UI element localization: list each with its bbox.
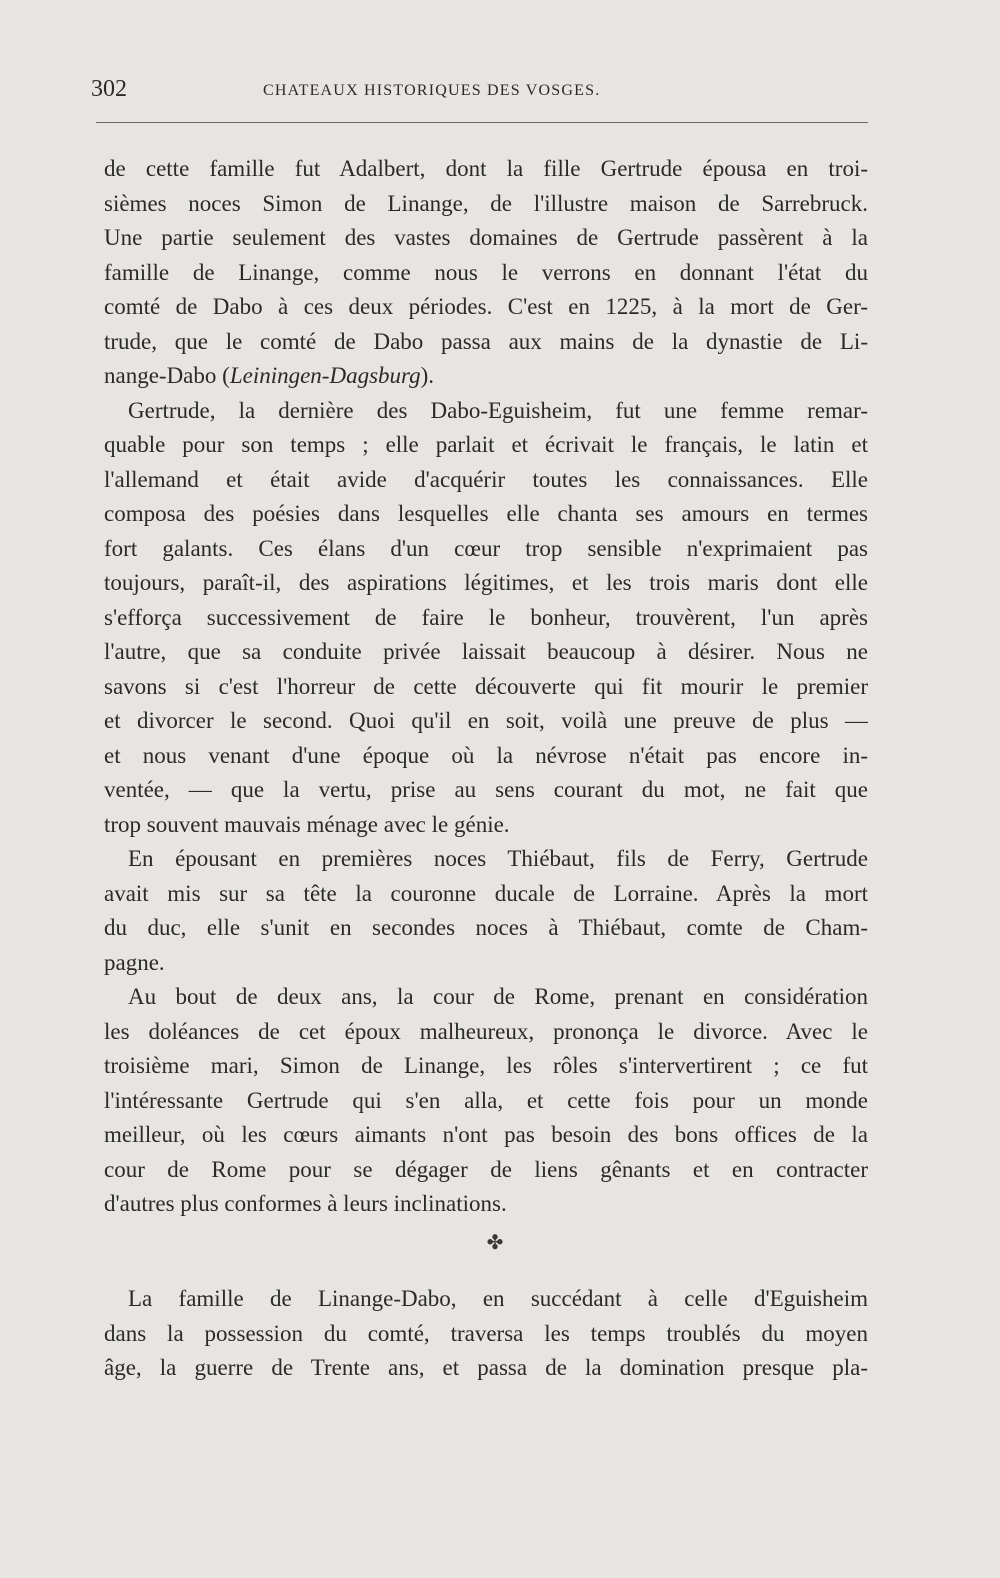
text-line: La famille de Linange-Dabo, en succédant à celle d'Eguisheim bbox=[128, 1286, 868, 1311]
text-line: Au bout de deux ans, la cour de Rome, prenant en considération bbox=[128, 984, 868, 1009]
text-line: dans la possession du comté, traversa les temps troublés du moyen bbox=[104, 1320, 868, 1346]
text-line: En épousant en premières noces Thiébaut, fils de Ferry, Gertrude bbox=[128, 846, 868, 871]
text-line: les doléances de cet époux malheureux, prononça le divorce. Avec le bbox=[104, 1018, 868, 1044]
text-line: trop souvent mauvais ménage avec le génie. bbox=[104, 811, 510, 837]
text-line: toujours, paraît-il, des aspirations légitimes, et les trois maris dont elle bbox=[104, 570, 868, 595]
page-number: 302 bbox=[91, 76, 127, 102]
running-title: CHATEAUX HISTORIQUES DES VOSGES. bbox=[263, 82, 601, 99]
text-line: s'efforça successivement de faire le bonheur, trouvèrent, l'un après bbox=[104, 604, 868, 630]
text-line: fort galants. Ces élans d'un cœur trop sensible n'exprimaient pas bbox=[104, 535, 868, 561]
text-line: d'autres plus conformes à leurs inclinations. bbox=[104, 1191, 507, 1216]
header-rule bbox=[96, 122, 868, 123]
text-line: famille de Linange, comme nous le verrons en donnant l'état du bbox=[104, 259, 868, 285]
text-line: sièmes noces Simon de Linange, de l'illustre maison de Sarrebruck. bbox=[104, 190, 868, 216]
text-line: Gertrude, la dernière des Dabo-Eguisheim, fut une femme remar- bbox=[128, 397, 868, 423]
text-line: quable pour son temps ; elle parlait et écrivait le français, le latin et bbox=[104, 432, 868, 457]
text-line: ventée, — que la vertu, prise au sens courant du mot, ne fait que bbox=[104, 777, 868, 802]
text-line: Une partie seulement des vastes domaines de Gertrude passèrent à la bbox=[104, 225, 868, 250]
text-line: de cette famille fut Adalbert, dont la fille Gertrude épousa en troi- bbox=[104, 156, 868, 181]
text-line: composa des poésies dans lesquelles elle chanta ses amours en termes bbox=[104, 501, 868, 526]
text-line-italic-segment: nange-Dabo (Leiningen-Dagsburg). bbox=[104, 363, 435, 388]
fleuron-ornament-icon: ✤ bbox=[486, 1232, 504, 1254]
body-text bbox=[104, 152, 868, 1222]
text-line: âge, la guerre de Trente ans, et passa de la domination presque pla- bbox=[104, 1355, 868, 1380]
text-line: comté de Dabo à ces deux périodes. C'est en 1225, à la mort de Ger- bbox=[104, 294, 868, 319]
text-line: l'allemand et était avide d'acquérir toutes les connaissances. Elle bbox=[104, 466, 868, 492]
text-line: cour de Rome pour se dégager de liens gênants et en contracter bbox=[104, 1156, 868, 1182]
text-line: savons si c'est l'horreur de cette découverte qui fit mourir le premier bbox=[104, 673, 868, 699]
text-line: du duc, elle s'unit en secondes noces à Thiébaut, comte de Cham- bbox=[104, 915, 868, 940]
section-text bbox=[104, 1282, 868, 1386]
text-line: meilleur, où les cœurs aimants n'ont pas besoin des bons offices de la bbox=[104, 1122, 868, 1147]
text-line: l'intéressante Gertrude qui s'en alla, et cette fois pour un monde bbox=[104, 1087, 868, 1113]
text-line: et divorcer le second. Quoi qu'il en soit, voilà une preuve de plus — bbox=[104, 708, 868, 733]
page-header bbox=[91, 74, 863, 110]
text-line-with-italic bbox=[104, 359, 868, 394]
text-line: avait mis sur sa tête la couronne ducale de Lorraine. Après la mort bbox=[104, 880, 868, 906]
italic-name: Leiningen-Dagsburg bbox=[229, 363, 421, 388]
text-line: et nous venant d'une époque où la névrose n'était pas encore in- bbox=[104, 742, 868, 768]
text-line: pagne. bbox=[104, 949, 165, 975]
text-line: troisième mari, Simon de Linange, les rôles s'intervertirent ; ce fut bbox=[104, 1053, 868, 1078]
text-line: l'autre, que sa conduite privée laissait beaucoup à désirer. Nous ne bbox=[104, 639, 868, 664]
text-line: trude, que le comté de Dabo passa aux mains de la dynastie de Li- bbox=[104, 328, 868, 354]
